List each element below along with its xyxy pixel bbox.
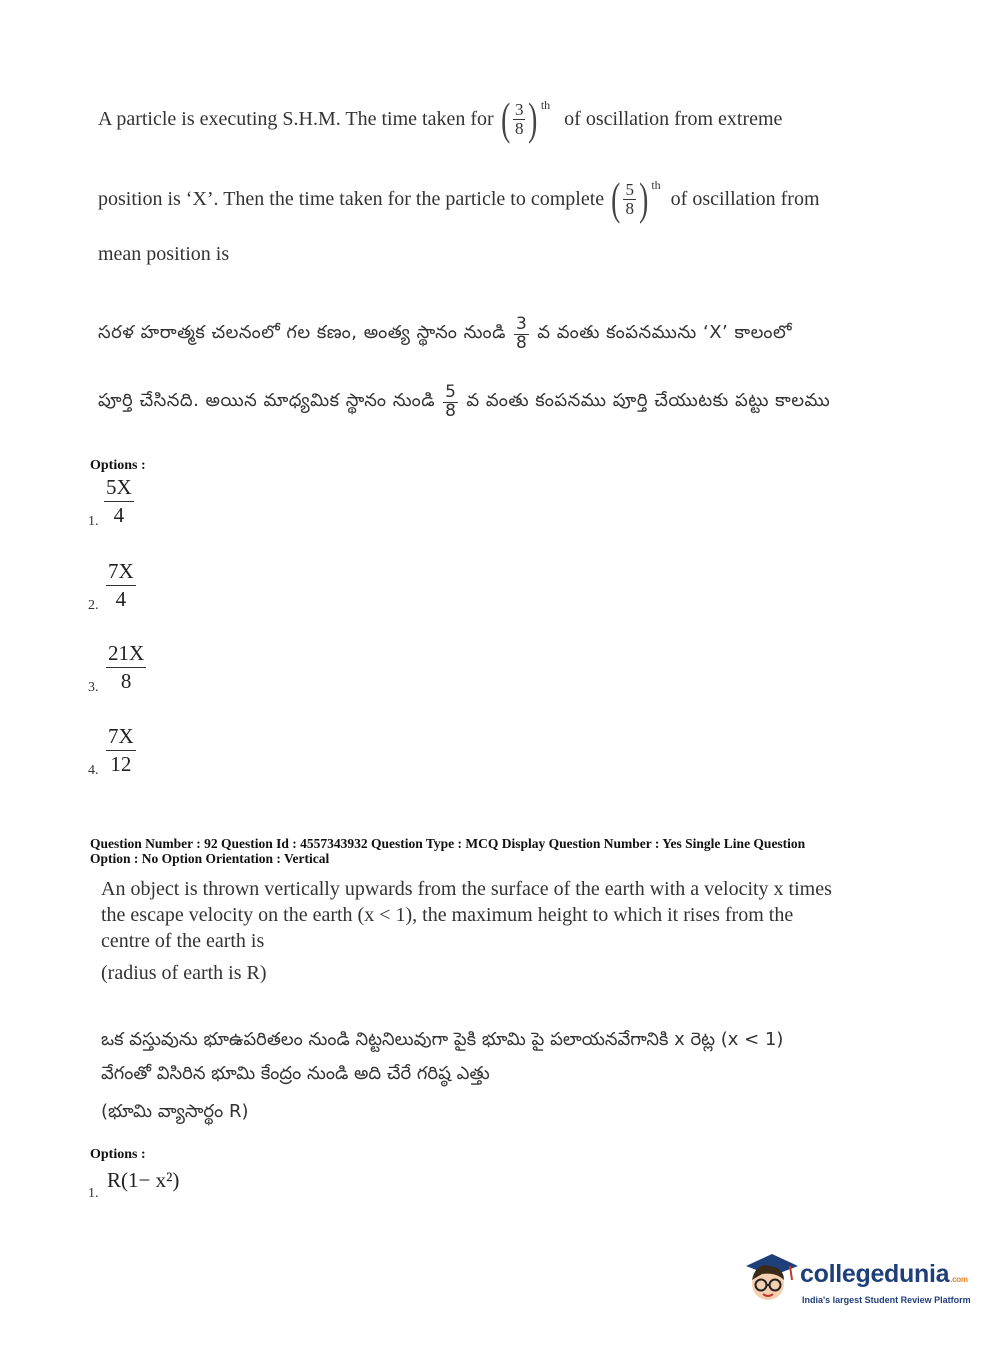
q91-en-line2-a: position is ‘X’. Then the time taken for the particle to complete: [98, 187, 605, 210]
q92-meta-line1: Question Number : 92 Question Id : 4557343932 Question Type : MCQ Display Question Number : Yes Single Line Question: [90, 836, 806, 851]
q91-option-3[interactable]: 3. $\frac{21X}{8}$: [88, 641, 145, 695]
te-fraction-3-8: $\frac{3}{8}$: [515, 314, 528, 353]
q91-en-line2-b: of oscillation from: [670, 187, 820, 210]
option-expression: R(1− x²): [107, 1168, 180, 1192]
q91-en-line1-b: of oscillation from extreme: [564, 107, 783, 130]
q92-en-line2: the escape velocity on the earth (x < 1), the maximum height to which it rises from the: [101, 904, 794, 926]
q91-option-1[interactable]: 1. $\frac{5X}{4}$: [88, 475, 132, 529]
q92-options-label: Options :: [90, 1147, 146, 1162]
q91-te-line1-a: సరళ హరాత్మక చలనంలో గల కణం, అంత్య స్థానం నుండి: [98, 321, 506, 343]
q92-en-line1: An object is thrown vertically upwards from the surface of the earth with a velocity x times: [101, 878, 832, 900]
q91-te-line1: [98, 316, 792, 353]
q92-en-line3: centre of the earth is: [101, 930, 265, 952]
fraction-5-8: ( $\frac{5}{8}$ ): [611, 173, 649, 224]
q92-option-1[interactable]: 1. R(1− x²): [88, 1168, 180, 1201]
collegedunia-logo[interactable]: [740, 1250, 970, 1314]
q91-te-line1-b: వ వంతు కంపనమును ‘X’ కాలంలో: [537, 321, 793, 343]
option-fraction: $\frac{7X}{4}$: [108, 559, 134, 612]
superscript-th: th: [651, 177, 661, 192]
q91-option-2[interactable]: 2. $\frac{7X}{4}$: [88, 559, 134, 613]
option-fraction: $\frac{21X}{8}$: [108, 641, 145, 694]
q92-te-line1: ఒక వస్తువును భూఉపరితలం నుండి నిట్టనిలువుగా పైకి భూమి పై పలాయనవేగానికి x రెట్ల (x < 1): [101, 1029, 784, 1050]
q91-en-line2: [98, 173, 820, 224]
q91-en-line3: mean position is: [98, 243, 230, 265]
logo-tagline: India's largest Student Review Platform: [802, 1295, 971, 1305]
q91-en-line1: [98, 93, 783, 144]
q91-option-4[interactable]: 4. $\frac{7X}{12}$: [88, 724, 134, 778]
option-fraction: $\frac{5X}{4}$: [106, 475, 132, 528]
q91-te-line2-a: పూర్తి చేసినది. అయిన మాధ్యమిక స్థానం నుండి: [98, 389, 436, 411]
superscript-th: th: [540, 97, 551, 112]
mascot-icon: [740, 1250, 798, 1308]
fraction-3-8: ( $\frac{3}{8}$ ): [500, 93, 538, 144]
q91-te-line2-b: వ వంతు కంపనము పూర్తి చేయుటకు పట్టు కాలము: [466, 389, 831, 411]
q92-meta-line2: Option : No Option Orientation : Vertical: [90, 851, 330, 866]
te-fraction-5-8: $\frac{5}{8}$: [445, 382, 457, 421]
q92-te-line2: వేగంతో విసిరిన భూమి కేంద్రం నుండి అది చేరే గరిష్ఠ ఎత్తు: [101, 1063, 490, 1084]
q91-en-line1-a: A particle is executing S.H.M. The time taken for: [98, 107, 494, 130]
q92-te-line3: (భూమి వ్యాసార్థం R): [101, 1101, 249, 1122]
option-fraction: $\frac{7X}{12}$: [108, 724, 134, 777]
q91-te-line2: [98, 384, 830, 421]
q92-en-line4: (radius of earth is R): [101, 962, 267, 984]
logo-name: collegedunia.com: [800, 1260, 968, 1288]
q91-options-label: Options :: [90, 458, 146, 473]
